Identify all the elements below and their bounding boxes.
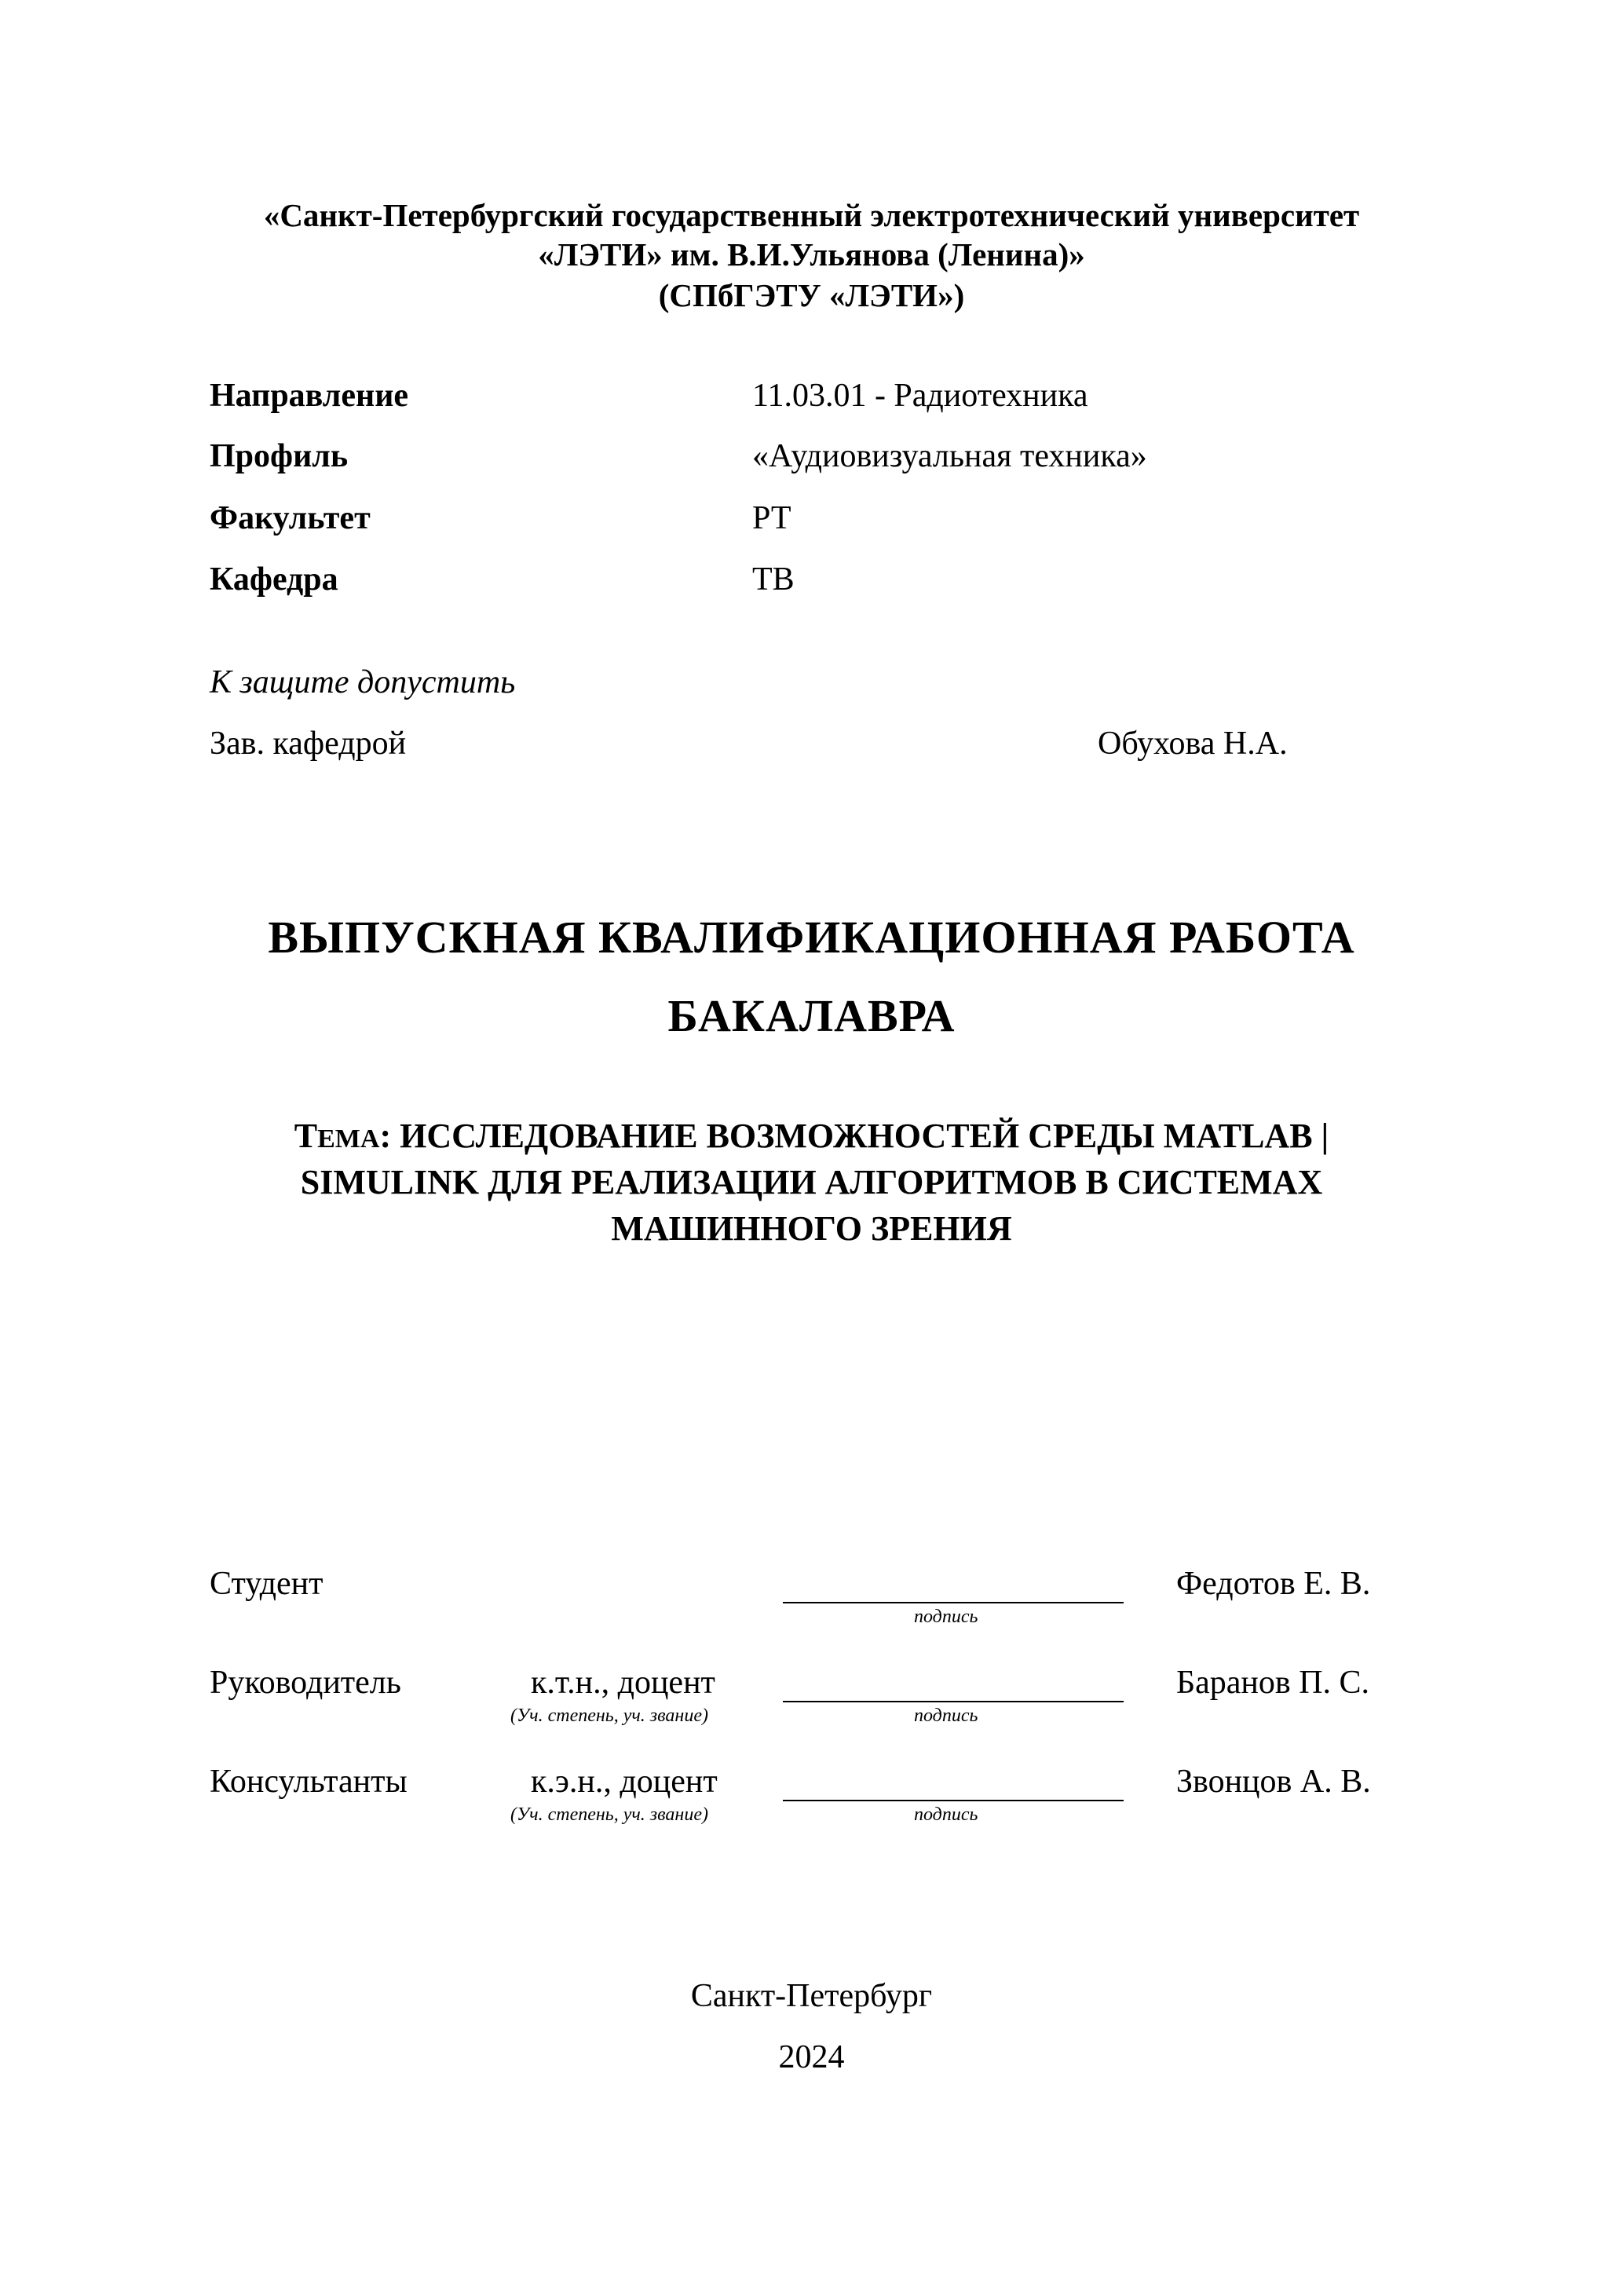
- university-name-line1: «Санкт-Петербургский государственный электротехнический университет: [263, 197, 1360, 233]
- signature-line-supervisor: [783, 1701, 1124, 1702]
- topic-prefix: ТЕМА:: [294, 1117, 392, 1155]
- field-value-direction: 11.03.01 - Радиотехника: [752, 378, 1088, 414]
- approval-role: Зав. кафедрой: [210, 726, 407, 762]
- field-value-faculty: РТ: [752, 500, 791, 536]
- signature-role-student: Студент: [210, 1566, 324, 1602]
- signature-degree-note-supervisor: (Уч. степень, уч. звание): [510, 1706, 708, 1726]
- university-name-line2: «ЛЭТИ» им. В.И.Ульянова (Ленина)»: [538, 236, 1085, 272]
- footer-year: 2024: [778, 2039, 845, 2075]
- topic-line1: ТЕМА: ИССЛЕДОВАНИЕ ВОЗМОЖНОСТЕЙ СРЕДЫ MATLAB |: [294, 1117, 1329, 1155]
- signature-role-supervisor: Руководитель: [210, 1665, 401, 1701]
- signature-name-supervisor: Баранов П. С.: [1176, 1665, 1370, 1701]
- field-label-direction: Направление: [210, 378, 409, 414]
- approval-name: Обухова Н.А.: [1098, 726, 1288, 762]
- footer-city: Санкт-Петербург: [690, 1978, 933, 2014]
- signature-name-student: Федотов Е. В.: [1176, 1566, 1371, 1602]
- signature-note-consultant: подпись: [914, 1804, 978, 1825]
- field-value-profile: «Аудиовизуальная техника»: [752, 438, 1147, 474]
- field-label-faculty: Факультет: [210, 500, 371, 536]
- approval-heading: К защите допустить: [210, 664, 516, 700]
- field-label-department: Кафедра: [210, 561, 338, 598]
- signature-degree-note-consultant: (Уч. степень, уч. звание): [510, 1804, 708, 1825]
- signature-line-consultant: [783, 1800, 1124, 1801]
- signature-line-student: [783, 1602, 1124, 1603]
- university-abbreviation: (СПбГЭТУ «ЛЭТИ»): [658, 277, 965, 313]
- signature-degree-supervisor: к.т.н., доцент: [531, 1665, 715, 1701]
- topic-line3: МАШИННОГО ЗРЕНИЯ: [611, 1209, 1012, 1248]
- field-label-profile: Профиль: [210, 438, 349, 474]
- signature-degree-consultant: к.э.н., доцент: [531, 1764, 718, 1800]
- topic-line2: SIMULINK ДЛЯ РЕАЛИЗАЦИИ АЛГОРИТМОВ В СИСТЕМАХ: [300, 1163, 1323, 1201]
- signature-role-consultant: Консультанты: [210, 1764, 408, 1800]
- signature-name-consultant: Звонцов А. В.: [1176, 1764, 1371, 1800]
- signature-note-supervisor: подпись: [914, 1706, 978, 1726]
- signature-note-student: подпись: [914, 1607, 978, 1627]
- work-title-line2: БАКАЛАВРА: [667, 990, 956, 1041]
- field-value-department: ТВ: [752, 561, 795, 598]
- work-title-line1: ВЫПУСКНАЯ КВАЛИФИКАЦИОННАЯ РАБОТА: [268, 912, 1355, 963]
